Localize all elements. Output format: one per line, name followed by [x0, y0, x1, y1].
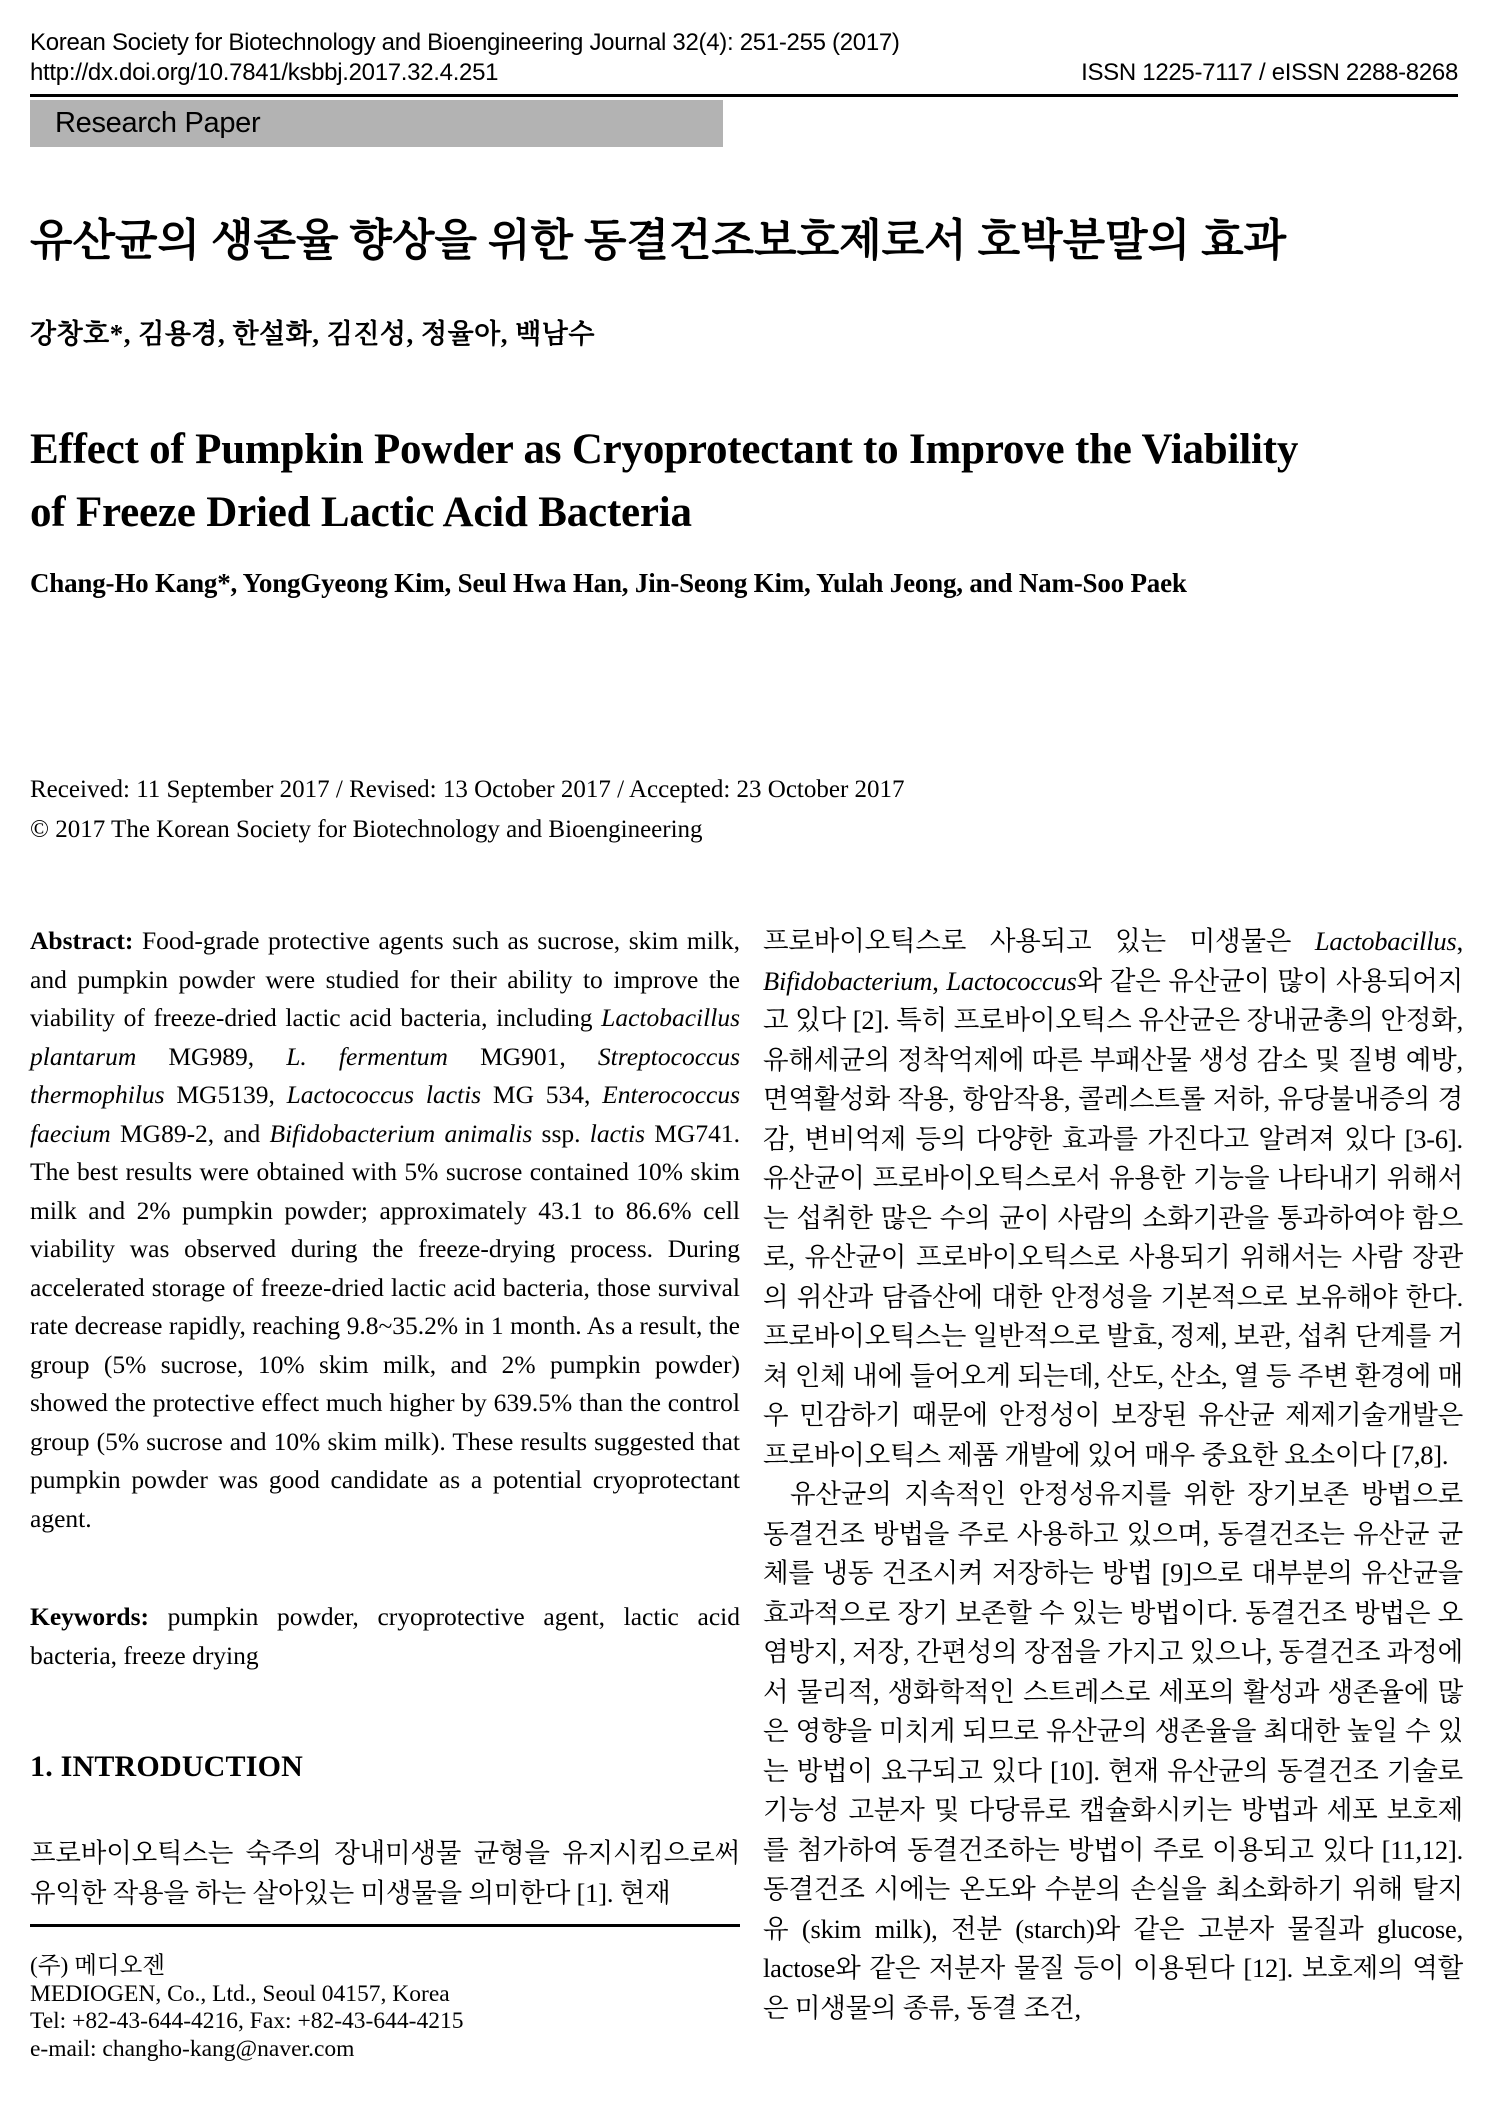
- korean-authors: 강창호*, 김용경, 한설화, 김진성, 정율아, 백남수: [30, 319, 595, 349]
- introduction-paragraph: 프로바이오틱스는 숙주의 장내미생물 균형을 유지시킴으로써 유익한 작용을 하는 살아있는 미생물을 의미한다 [1]. 현재: [30, 1838, 740, 1908]
- journal-info: [30, 28, 900, 88]
- left-column: [30, 922, 740, 2102]
- research-paper-badge: Research Paper: [30, 100, 723, 147]
- article-history: [30, 770, 1458, 850]
- intro-continued-paragraph-2: 유산균의 지속적인 안정성유지를 위한 장기보존 방법으로 동결건조 방법을 주로 사용하고 있으며, 동결건조는 유산균 균체를 냉동 건조시켜 저장하는 방법 [9]으로 대부분의 유산균을 효과적으로 장기 보존할 수 있는 방법이다. 동결건조 방법은 오염방지, 저장, 간편성의 장점을 가지고 있으나, 동결건조 과정에서 물리적, 생화학적인 스트레스로 세포의 활성과 생존율에 많은 영향을 미치게 되므로 유산균의 생존율을 최대한 높일 수 있는 방법이 요구되고 있다 [10]. 현재 유산균의 동결건조 기술로 기능성 고분자 및 다당류로 캡슐화시키는 방법과 세포 보호제를 첨가하여 동결건조하는 방법이 주로 이용되고 있다 [11,12]. 동결건조 시에는 온도와 수분의 손실을 최소화하기 위해 탈지유 (skim milk), 전분 (starch)와 같은 고분자 물질과 glucose, lactose와 같은 저분자 물질 등이 이용된다 [12]. 보호제의 역할은 미생물의 종류, 동결 조건,: [763, 1479, 1463, 2023]
- author-footnote: [30, 1924, 740, 2063]
- journal-header: [30, 28, 1458, 88]
- copyright-line: © 2017 The Korean Society for Biotechnology and Bioengineering: [30, 816, 703, 843]
- journal-citation: Korean Society for Biotechnology and Bioengineering Journal 32(4): 251-255 (2017): [30, 29, 900, 56]
- intro-continued-paragraph-1: 프로바이오틱스로 사용되고 있는 미생물은 Lactobacillus, Bifidobacterium, Lactococcus와 같은 유산균이 많이 사용되어지고 있다 [2]. 특히 프로바이오틱스 유산균은 장내균총의 안정화, 유해세균의 정착억제에 따른 부패산물 생성 감소 및 질병 예방, 면역활성화 작용, 항암작용, 콜레스트롤 저하, 유당불내증의 경감, 변비억제 등의 다양한 효과를 가진다고 알려져 있다 [3-6]. 유산균이 프로바이오틱스로서 유용한 기능을 나타내기 위해서는 섭취한 많은 수의 균이 사람의 소화기관을 통과하여야 함으로, 유산균이 프로바이오틱스로 사용되기 위해서는 사람 장관의 위산과 담즙산에 대한 안정성을 기본적으로 보유해야 한다. 프로바이오틱스는 일반적으로 발효, 정제, 보관, 섭취 단계를 거쳐 인체 내에 들어오게 되는데, 산도, 산소, 열 등 주변 환경에 매우 민감하기 때문에 안정성이 보장된 유산균 제제기술개발은 프로바이오틱스 제품 개발에 있어 매우 중요한 요소이다 [7,8].: [763, 926, 1463, 1470]
- right-column: [763, 922, 1463, 2082]
- doi-link: http://dx.doi.org/10.7841/ksbbj.2017.32.4.251: [30, 59, 499, 86]
- affiliation-english: MEDIOGEN, Co., Ltd., Seoul 04157, Korea: [30, 1980, 450, 2007]
- issn-info: ISSN 1225-7117 / eISSN 2288-8268: [1081, 59, 1458, 86]
- tel-fax-line: Tel: +82-43-644-4216, Fax: +82-43-644-4215: [30, 2008, 464, 2034]
- keywords-paragraph: Keywords: pumpkin powder, cryoprotective agent, lactic acid bacteria, freeze drying: [30, 1602, 740, 1670]
- abstract-paragraph: Abstract: Food-grade protective agents such as sucrose, skim milk, and pumpkin powder were studied for their ability to improve the viability of freeze-dried lactic acid bacteria, including Lactobacillus plantarum MG989, L. fermentum MG901, Streptococcus thermophilus MG5139, Lactococcus lactis MG 534, Enterococcus faecium MG89-2, and Bifidobacterium animalis ssp. lactis MG741. The best results were obtained with 5% sucrose contained 10% skim milk and 2% pumpkin powder; approximately 43.1 to 86.6% cell viability was observed during the freeze-drying process. During accelerated storage of freeze-dried lactic acid bacteria, those survival rate decrease rapidly, reaching 9.8~35.2% in 1 month. As a result, the group (5% sucrose, 10% skim milk, and 2% pumpkin powder) showed the protective effect much higher by 639.5% than the control group (5% sucrose and 10% skim milk). These results suggested that pumpkin powder was good candidate as a potential cryoprotectant agent.: [30, 926, 741, 1533]
- korean-title: 유산균의 생존율 향상을 위한 동결건조보호제로서 호박분말의 효과: [30, 216, 1287, 265]
- received-line: Received: 11 September 2017 / Revised: 13 October 2017 / Accepted: 23 October 2017: [30, 776, 905, 803]
- english-authors: Chang-Ho Kang*, YongGyeong Kim, Seul Hwa Han, Jin-Seong Kim, Yulah Jeong, and Nam-Soo Paek: [30, 568, 1187, 598]
- email-line: e-mail: changho-kang@naver.com: [30, 2035, 355, 2062]
- english-title-line1: Effect of Pumpkin Powder as Cryoprotectant to Improve the Viability: [30, 426, 1299, 473]
- header-rule: [30, 94, 1458, 97]
- english-title: [30, 418, 1475, 544]
- english-title-line2: of Freeze Dried Lactic Acid Bacteria: [30, 489, 692, 536]
- affiliation-korean: (주) 메디오젠: [30, 1953, 166, 1979]
- introduction-heading: 1. INTRODUCTION: [30, 1750, 304, 1783]
